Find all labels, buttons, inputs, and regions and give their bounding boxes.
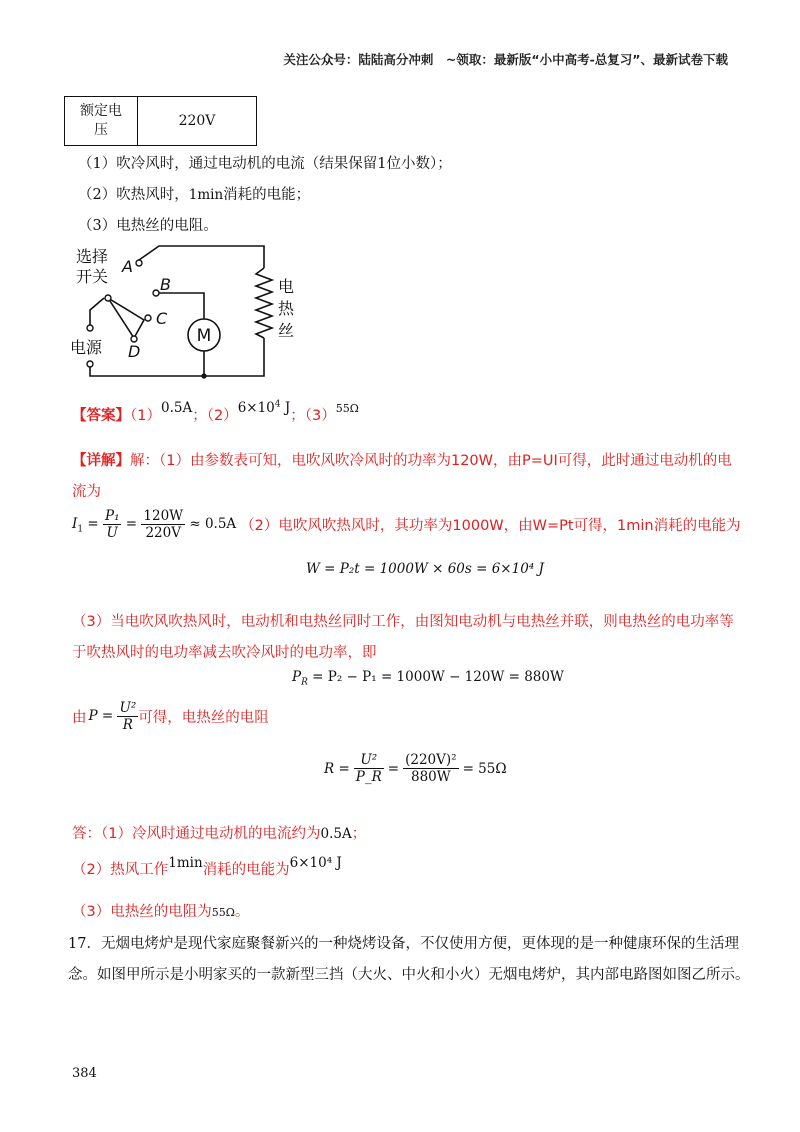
answer-value-1: 0.5A [160, 400, 193, 416]
spec-key-line2: 压 [94, 122, 108, 138]
motor-label: M [196, 326, 212, 346]
heater-resistor [256, 268, 272, 338]
question-17-line-2: 念。如图甲所示是小明家买的一款新型三挡（大火、中火和小火）无烟电烤炉，其内部电路图如图乙所示。 [68, 967, 750, 983]
detail-line-1 [72, 449, 732, 470]
label-a: A [122, 257, 133, 276]
label-heater-1: 电 [278, 277, 295, 296]
terminal-a [136, 260, 142, 266]
final-answer-2: （2）热风工作1min消耗的电能为6×10⁴ J [72, 855, 342, 878]
terminal-power-top [87, 325, 93, 331]
question-2-suffix: 消耗的电能； [223, 187, 311, 203]
question-2 [78, 183, 310, 204]
question-3: （3）电热丝的电阻。 [78, 218, 218, 234]
terminal-b [153, 290, 159, 296]
spec-key-cell [65, 97, 138, 146]
page-number: 384 [72, 1066, 97, 1081]
final-answer-1: 答：（1）冷风时通过电动机的电流约为0.5A； [72, 826, 367, 842]
detail-text-5a: 由 [72, 710, 87, 726]
question-17-line-1: 17．无烟电烤炉是现代家庭聚餐新兴的一种烧烤设备，不仅使用方便，更体现的是一种健康环保的生活理 [68, 936, 739, 952]
formula-power: P = $\frac{\text{U²}}{R}$ [88, 700, 137, 733]
label-switch-2: 开关 [76, 267, 109, 286]
formula-4: R = $\frac{\text{U²}}{P\_R}$ = $\frac{\text{(220V)²}}{880W}$ = 55Ω [324, 752, 507, 785]
label-heater-3: 丝 [278, 321, 295, 340]
formula-1: $I_1$ = $\frac{\text{P₁}}{U}$ = $\frac{120W}{220V}$ ≈ 0.5A [72, 508, 237, 541]
answer-sep-1: ；（2） [192, 408, 238, 424]
terminal-power-bottom [87, 361, 93, 367]
answer-sep-2: ；（3） [290, 408, 336, 424]
answer-value-3: 55Ω [335, 402, 359, 415]
detail-line-5 [72, 700, 269, 733]
circuit-diagram [64, 238, 314, 386]
detail-line-4: 于吹热风时的电功率减去吹冷风时的电功率，即 [72, 645, 377, 661]
wire-power-switch [90, 298, 104, 328]
detail-text-1: 解：（1）由参数表可知，电吹风吹冷风时的功率为120W，由P=UI可得，此时通过电动机的电 [130, 453, 732, 469]
detail-tag: 【详解】 [72, 453, 130, 469]
answer-tag: 【答案】 [72, 408, 130, 424]
answer-line [72, 399, 359, 425]
detail-text-5b: 可得，电热丝的电阻 [138, 710, 269, 726]
junction-dot [201, 373, 206, 378]
answer-part1-prefix: （1） [130, 408, 161, 424]
page-header: 关注公众号：陆陆高分冲刺 ~领取：最新版“小中高考-总复习”、最新试卷下载 [283, 52, 728, 67]
label-switch-1: 选择 [76, 247, 109, 266]
formula-2: W = P₂t = 1000W × 60s = 6×10⁴ J [306, 561, 544, 577]
formula-1-row [72, 508, 741, 541]
formula-3: $P_R = P_2 - P_1 = 1000W - 120W = 880W$ [292, 669, 564, 688]
spec-table [64, 96, 257, 146]
label-b: B [160, 275, 171, 294]
detail-line-2: 流为 [72, 484, 101, 500]
answer-value-2: $6\times 10^4$ J [237, 399, 291, 416]
label-power: 电源 [70, 338, 103, 357]
final-answer-3: （3）电热丝的电阻为55Ω。 [72, 904, 250, 920]
wire-bottom [90, 338, 264, 376]
label-c: C [156, 309, 168, 328]
question-1: （1）吹冷风时，通过电动机的电流（结果保留1位小数）； [78, 156, 452, 172]
label-d: D [128, 342, 141, 361]
detail-line-3: （3）当电吹风吹热风时，电动机和电热丝同时工作，由图知电动机与电热丝并联，则电热丝的电功率等 [72, 614, 734, 630]
switch-triangle [108, 298, 144, 338]
spec-key-line1: 额定电 [80, 103, 122, 119]
detail-text-2: （2）电吹风吹热风时，其功率为1000W，由W=Pt可得，1min消耗的电能为 [240, 518, 741, 534]
label-heater-2: 热 [278, 299, 295, 318]
wire-top [139, 246, 264, 268]
question-2-time: 1min [188, 187, 224, 203]
question-2-prefix: （2）吹热风时， [78, 187, 189, 203]
switch-pivot [105, 295, 111, 301]
terminal-c [145, 315, 151, 321]
spec-value-cell: 220V [138, 97, 257, 146]
